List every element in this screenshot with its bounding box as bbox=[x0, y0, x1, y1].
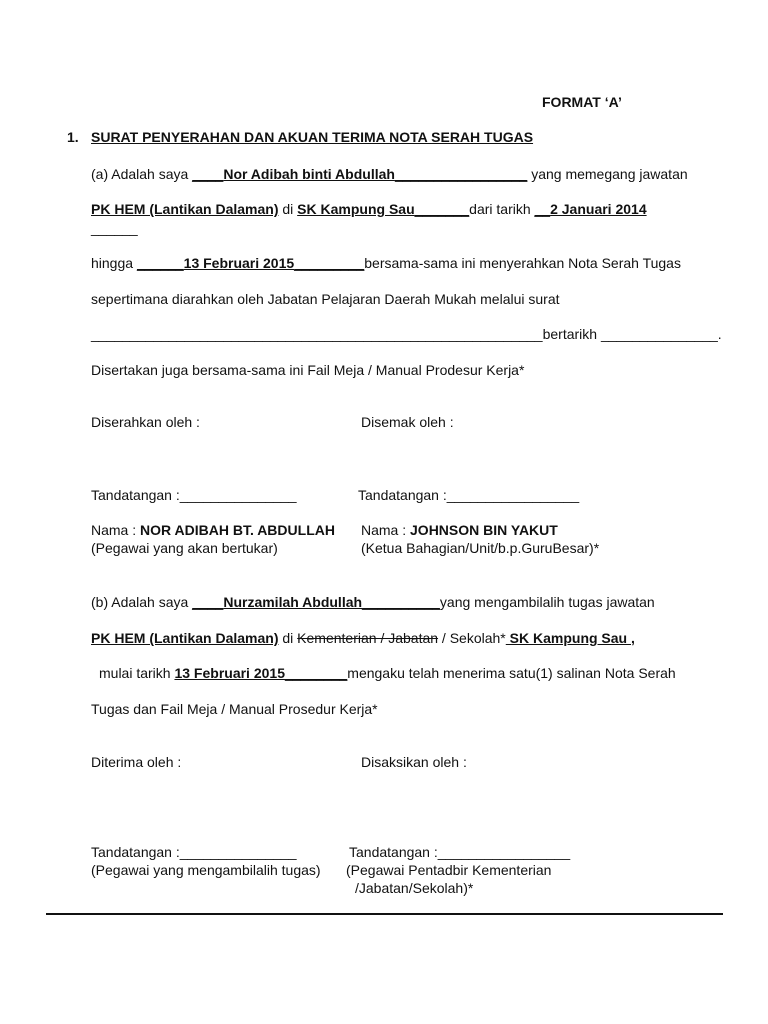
part-b-suffix: yang mengambilalih tugas jawatan bbox=[439, 594, 655, 610]
part-a-line-3: ______ bbox=[91, 220, 138, 236]
part-a-prefix: (a) Adalah saya bbox=[91, 166, 193, 182]
part-b-school: SK Kampung Sau , bbox=[505, 630, 635, 646]
part-a-line-6-end: . bbox=[717, 326, 722, 342]
part-a-blank-after: _________________ bbox=[394, 166, 528, 182]
part-a-name-left bbox=[91, 521, 335, 539]
diterima-oleh-label: Diterima oleh : bbox=[91, 754, 182, 770]
part-a-role-right: (Ketua Bahagian/Unit/b.p.GuruBesar)* bbox=[361, 540, 600, 556]
disemak-oleh-label: Disemak oleh : bbox=[361, 414, 454, 430]
part-a-date-to: 13 Februari 2015 bbox=[183, 255, 295, 271]
part-b-blank-after: __________ bbox=[362, 594, 440, 610]
part-b-line-1 bbox=[91, 593, 655, 611]
diserahkan-oleh-label: Diserahkan oleh : bbox=[91, 414, 200, 430]
part-a-line-6 bbox=[91, 325, 722, 343]
part-a-school-blank-post: _______ bbox=[414, 201, 470, 217]
part-a-date-from: 2 Januari 2014 bbox=[550, 201, 647, 217]
part-a-dari: dari tarikh bbox=[469, 201, 535, 217]
part-a-hingga: hingga bbox=[91, 255, 137, 271]
disaksikan-oleh-label: Disaksikan oleh : bbox=[361, 754, 467, 770]
part-b-position: PK HEM (Lantikan Dalaman) bbox=[91, 630, 279, 646]
part-a-line-1 bbox=[91, 165, 688, 183]
part-a-di: di bbox=[278, 201, 298, 217]
part-a-bertarikh: bertarikh bbox=[542, 326, 601, 342]
part-b-line-2 bbox=[91, 629, 635, 647]
part-a-line-4-rest: bersama-sama ini menyerahkan Nota Serah Tugas bbox=[364, 255, 681, 271]
part-b-prefix: (b) Adalah saya bbox=[91, 594, 193, 610]
part-a-name-right bbox=[361, 521, 558, 539]
section-number: 1. bbox=[67, 129, 79, 145]
part-b-date-blank-post: ________ bbox=[284, 665, 348, 681]
part-b-blank-before: ____ bbox=[192, 594, 224, 610]
part-b-line-3 bbox=[99, 664, 676, 682]
part-a-blank-before: ____ bbox=[192, 166, 224, 182]
part-a-school: SK Kampung Sau bbox=[297, 201, 415, 217]
part-b-signature-left: Tandatangan :_______________ bbox=[91, 844, 297, 860]
part-a-signature-left: Tandatangan :_______________ bbox=[91, 487, 297, 503]
part-b-struck-text: Kementerian / Jabatan bbox=[297, 630, 439, 646]
part-b-role-right-2: /Jabatan/Sekolah)* bbox=[355, 880, 474, 896]
nama-label: Nama : bbox=[361, 522, 411, 538]
part-a-hingga-blank-pre: ______ bbox=[136, 255, 184, 271]
section-title: SURAT PENYERAHAN DAN AKUAN TERIMA NOTA SERAH TUGAS bbox=[91, 129, 534, 145]
part-b-line-4: Tugas dan Fail Meja / Manual Prosedur Kerja* bbox=[91, 701, 378, 717]
nama-label: Nama : bbox=[91, 522, 141, 538]
part-b-sekolah: / Sekolah* bbox=[438, 630, 506, 646]
outgoing-officer-name: NOR ADIBAH BT. ABDULLAH bbox=[140, 522, 335, 538]
part-a-letter-blank: __________________________________________________________ bbox=[91, 326, 543, 342]
part-a-suffix: yang memegang jawatan bbox=[527, 166, 688, 182]
part-a-date-blank-pre: __ bbox=[534, 201, 551, 217]
part-a-hingga-blank-post: _________ bbox=[294, 255, 365, 271]
part-a-line-5: sepertimana diarahkan oleh Jabatan Pelajaran Daerah Mukah melalui surat bbox=[91, 291, 560, 307]
part-b-role-right-1: (Pegawai Pentadbir Kementerian bbox=[346, 862, 552, 878]
bottom-divider bbox=[46, 913, 723, 915]
part-a-signature-right: Tandatangan :_________________ bbox=[358, 487, 580, 503]
part-b-officer-name: Nurzamilah Abdullah bbox=[223, 594, 363, 610]
part-b-di: di bbox=[278, 630, 298, 646]
part-a-role-left: (Pegawai yang akan bertukar) bbox=[91, 540, 278, 556]
part-a-position: PK HEM (Lantikan Dalaman) bbox=[91, 201, 279, 217]
format-label: FORMAT ‘A’ bbox=[542, 94, 622, 110]
part-b-mulai: mulai tarikh bbox=[99, 665, 175, 681]
part-a-letter-date-blank: _______________ bbox=[600, 326, 718, 342]
part-b-signature-right: Tandatangan :_________________ bbox=[349, 844, 571, 860]
supervisor-name: JOHNSON BIN YAKUT bbox=[410, 522, 558, 538]
part-b-date: 13 Februari 2015 bbox=[174, 665, 285, 681]
part-b-role-left: (Pegawai yang mengambilalih tugas) bbox=[91, 862, 321, 878]
part-a-line-4 bbox=[91, 254, 681, 272]
part-a-line-7: Disertakan juga bersama-sama ini Fail Meja / Manual Prodesur Kerja* bbox=[91, 362, 525, 378]
part-a-officer-name: Nor Adibah binti Abdullah bbox=[223, 166, 395, 182]
part-b-line-3-rest: mengaku telah menerima satu(1) salinan Nota Serah bbox=[347, 665, 676, 681]
part-a-line-2 bbox=[91, 200, 647, 218]
